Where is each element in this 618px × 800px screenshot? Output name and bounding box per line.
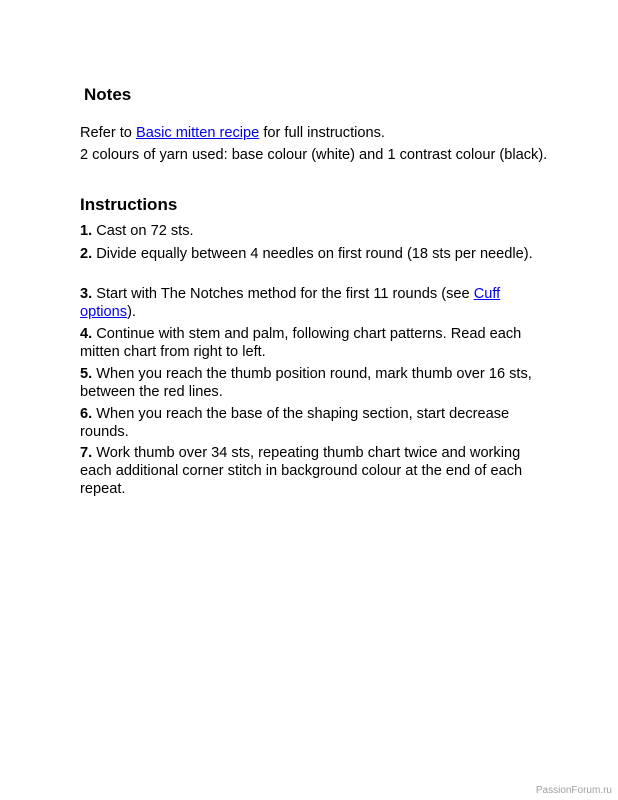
step-text: Continue with stem and palm, following chart patterns. Read each mitten chart from right to left. xyxy=(80,326,522,360)
instruction-step-5 xyxy=(80,365,550,401)
notes-heading: Notes xyxy=(84,85,132,104)
step-text: When you reach the thumb position round, mark thumb over 16 sts, between the red lines. xyxy=(80,366,532,400)
step-number: 3. xyxy=(80,286,93,302)
cuff-options-link[interactable]: Cuff options xyxy=(80,286,501,320)
instructions-heading: Instructions xyxy=(80,195,178,214)
instruction-step-6 xyxy=(80,405,550,441)
step-number: 2. xyxy=(80,246,93,262)
notes-refer-line xyxy=(80,124,550,142)
step-text: Start with The Notches method for the first 11 rounds (see xyxy=(92,286,474,302)
instruction-step-3 xyxy=(80,285,550,321)
refer-prefix: Refer to xyxy=(80,125,136,141)
instruction-step-7 xyxy=(80,444,550,498)
step-text: When you reach the base of the shaping section, start decrease rounds. xyxy=(80,406,510,440)
refer-suffix: for full instructions. xyxy=(259,125,385,141)
step-text: Work thumb over 34 sts, repeating thumb chart twice and working each additional corner stitch in background colour at the end of each repeat. xyxy=(80,445,523,497)
watermark: PassionForum.ru xyxy=(535,785,612,796)
step-text-end: ). xyxy=(127,304,136,320)
step-number: 6. xyxy=(80,406,93,422)
instruction-step-2 xyxy=(80,245,550,263)
step-number: 7. xyxy=(80,445,93,461)
instruction-step-4 xyxy=(80,325,550,361)
step-number: 5. xyxy=(80,366,93,382)
instruction-step-1 xyxy=(80,222,550,240)
notes-yarn-line: 2 colours of yarn used: base colour (white) and 1 contrast colour (black). xyxy=(80,147,548,163)
step-number: 4. xyxy=(80,326,93,342)
basic-mitten-recipe-link[interactable]: Basic mitten recipe xyxy=(135,125,260,141)
step-number: 1. xyxy=(80,223,93,239)
step-text: Divide equally between 4 needles on first round (18 sts per needle). xyxy=(92,246,533,262)
step-text: Cast on 72 sts. xyxy=(92,223,194,239)
